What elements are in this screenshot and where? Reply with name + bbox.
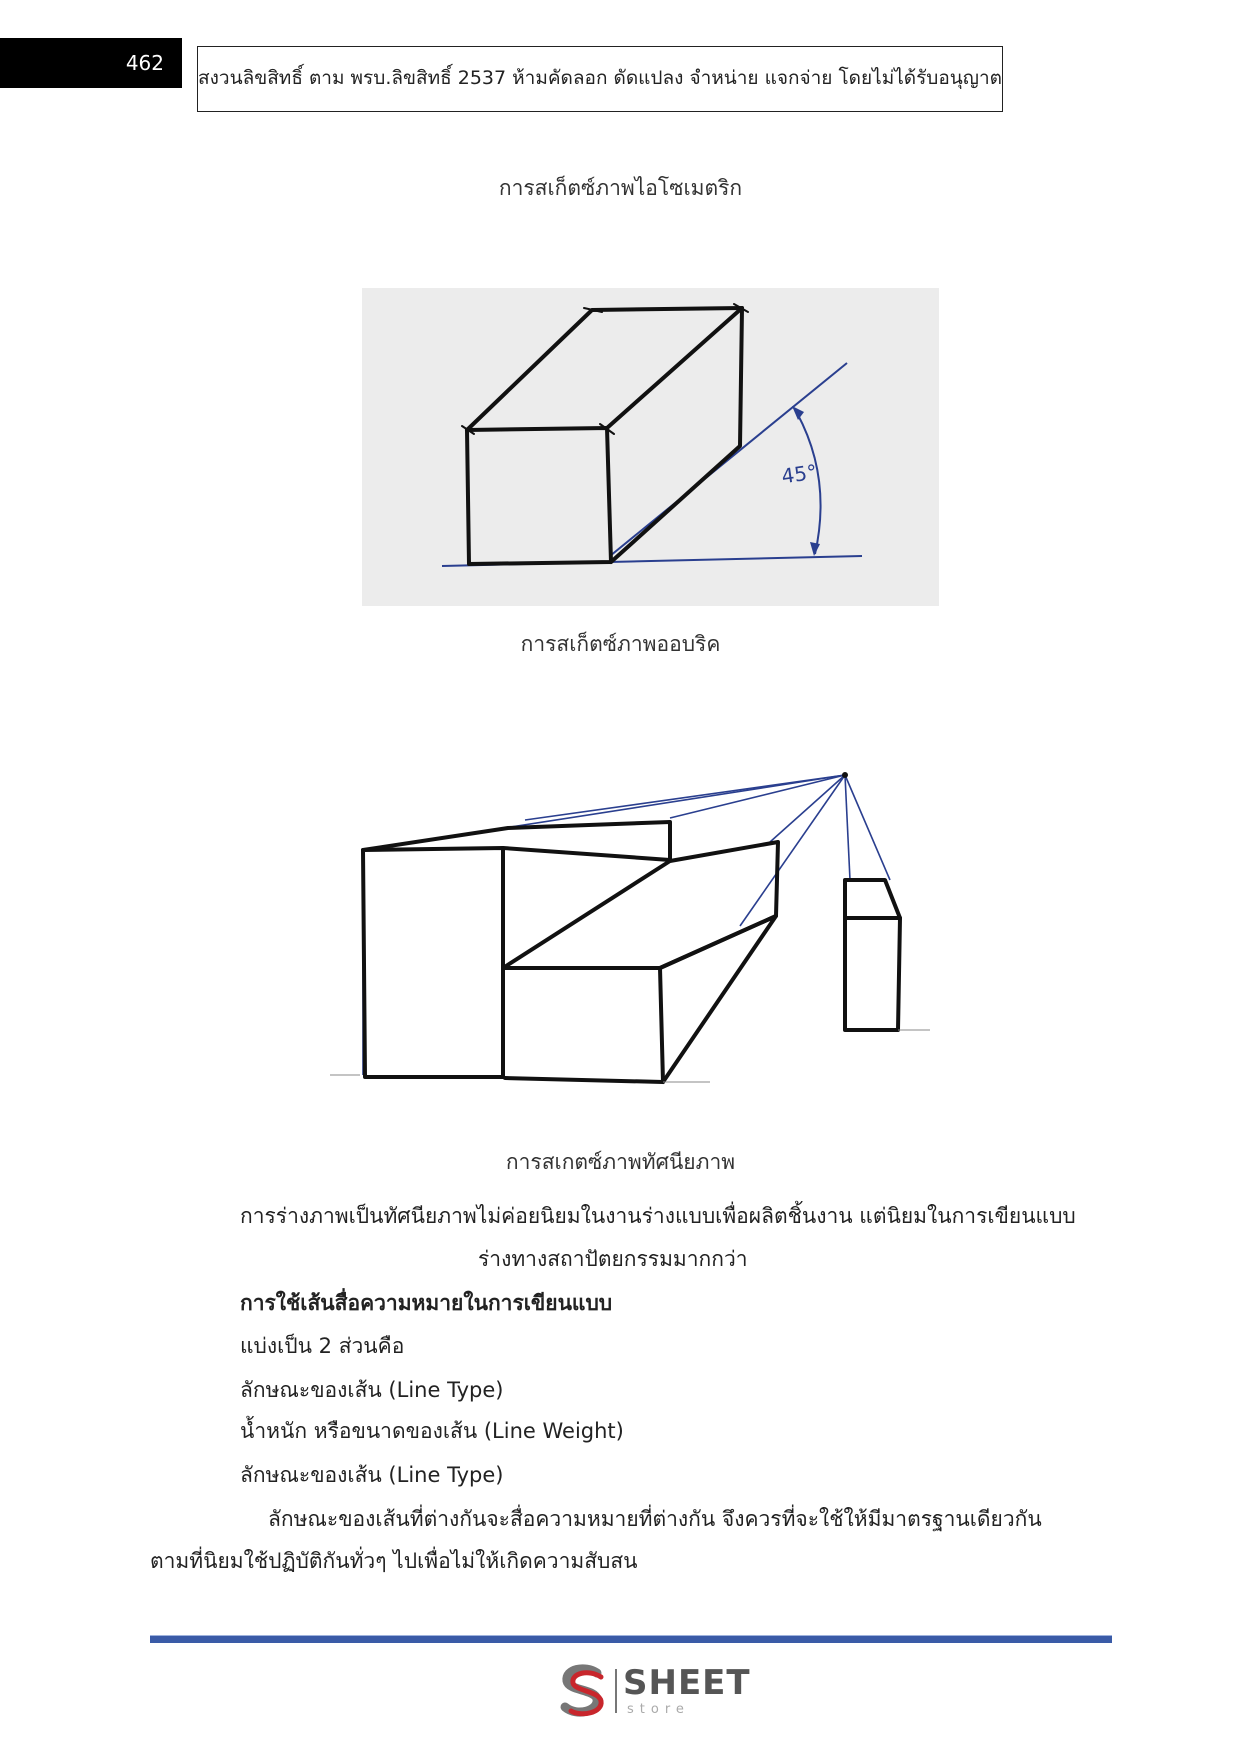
list-item-line-type: ลักษณะของเส้น (Line Type)	[240, 1378, 504, 1402]
low-box-front	[503, 968, 663, 1082]
caption-isometric: การสเก็ตซ์ภาพไอโซเมตริก	[498, 176, 743, 200]
logo-divider	[615, 1669, 617, 1713]
oblique-sketch-drawing	[362, 288, 939, 606]
perspective-sketch-drawing	[330, 730, 970, 1130]
logo-subtext: store	[627, 1702, 690, 1717]
page-number: 462	[0, 38, 182, 88]
caption-perspective: การสเกตซ์ภาพทัศนียภาพ	[505, 1150, 736, 1174]
construction-ticks	[462, 304, 748, 434]
low-box-top	[503, 842, 778, 968]
ground-hint	[330, 1030, 930, 1082]
list-item-line-weight: น้ำหนัก หรือขนาดของเส้น (Line Weight)	[240, 1419, 624, 1443]
sheet-store-logo	[555, 1663, 751, 1719]
paragraph-2-line-2: ตามที่นิยมใช้ปฏิบัติกันทั่วๆ ไปเพื่อไม่ให้เกิดความสับสน	[150, 1549, 638, 1573]
intro-line: แบ่งเป็น 2 ส่วนคือ	[240, 1334, 405, 1358]
low-box-side	[660, 916, 776, 1082]
box-front-face	[467, 428, 611, 564]
box-side-face	[611, 308, 742, 562]
arc-arrow-top	[792, 406, 804, 420]
vanishing-line	[525, 775, 845, 820]
vanishing-line	[845, 775, 850, 880]
logo-wordmark: SHEET	[623, 1663, 751, 1703]
large-box-top	[363, 822, 670, 860]
footer-rule	[150, 1635, 1112, 1643]
small-box-outline	[845, 880, 900, 1030]
paragraph-2-line-1: ลักษณะของเส้นที่ต่างกันจะสื่อความหมายที่ต่างกัน จึงควรที่จะใช้ให้มีมาตรฐานเดียวกัน	[268, 1507, 1042, 1531]
paragraph-1-line-2: ร่างทางสถาปัตยกรรมมากกว่า	[478, 1247, 748, 1271]
vanishing-line	[845, 775, 890, 880]
box-top-face	[467, 308, 742, 430]
arc-arrow-bottom	[810, 542, 820, 556]
copyright-notice: สงวนลิขสิทธิ์ ตาม พรบ.ลิขสิทธิ์ 2537 ห้ามคัดลอก ดัดแปลง จำหน่าย แจกจ่าย โดยไม่ได้รับอนุญาต	[197, 46, 1003, 112]
subheading-line-type: ลักษณะของเส้น (Line Type)	[240, 1463, 504, 1487]
caption-oblique: การสเก็ตซ์ภาพออบริค	[520, 632, 721, 656]
large-box-front	[363, 848, 503, 1077]
section-heading: การใช้เส้นสื่อความหมายในการเขียนแบบ	[240, 1291, 613, 1315]
vanishing-point	[842, 772, 848, 778]
oblique-sketch-figure	[362, 288, 939, 606]
logo-s-icon	[555, 1663, 611, 1719]
angle-label: 45°	[780, 459, 819, 489]
paragraph-1-line-1: การร่างภาพเป็นทัศนียภาพไม่ค่อยนิยมในงานร่างแบบเพื่อผลิตชิ้นงาน แต่นิยมในการเขียนแบบ	[240, 1204, 1076, 1228]
perspective-sketch-figure	[330, 730, 970, 1130]
